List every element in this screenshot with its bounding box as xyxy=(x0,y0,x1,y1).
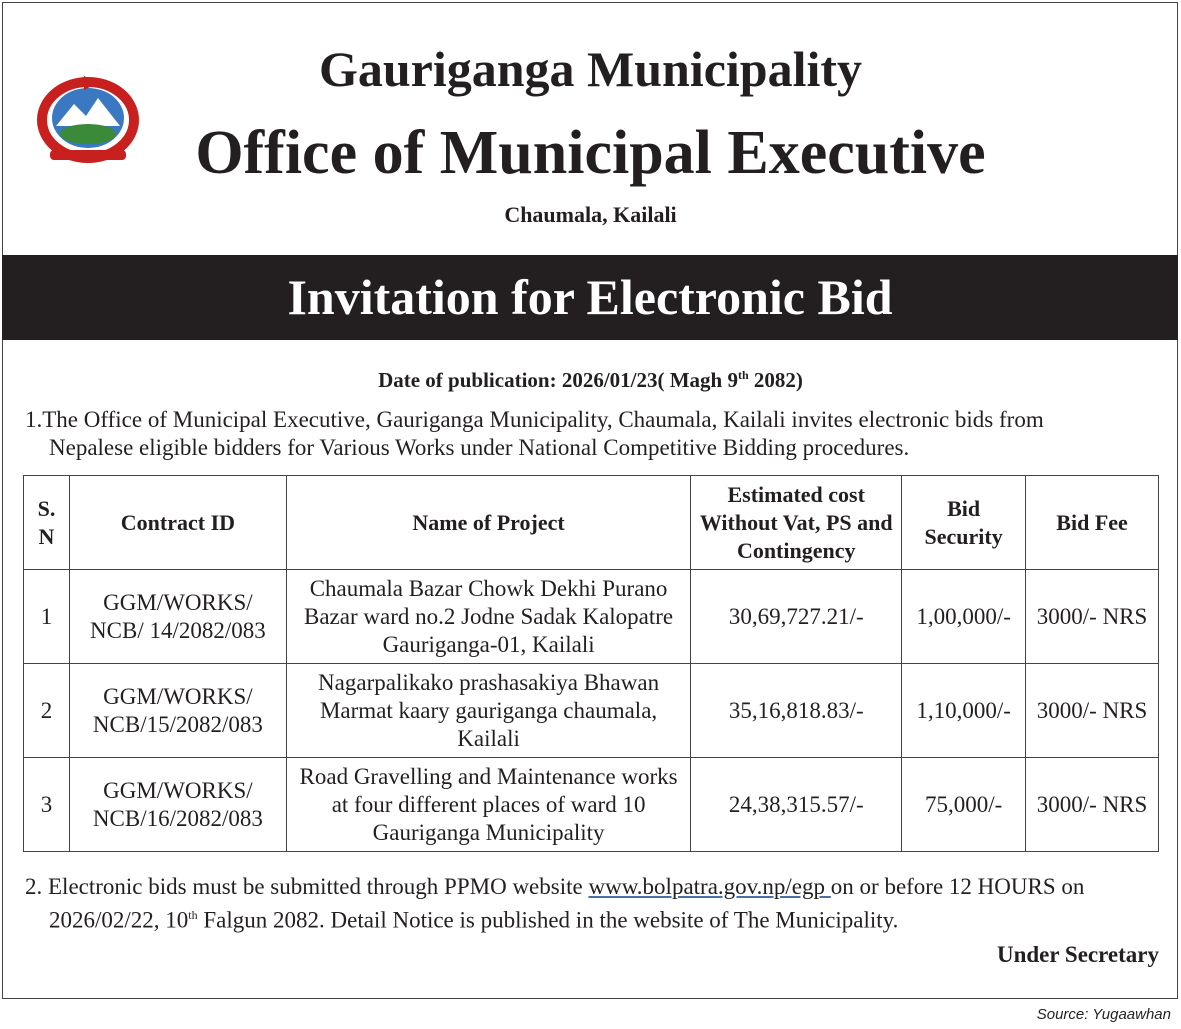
cell-contract-id: GGM/WORKS/ NCB/16/2082/083 xyxy=(69,758,286,852)
publication-date xyxy=(0,368,1181,393)
paragraph-2-text: 2. Electronic bids must be submitted through PPMO website xyxy=(25,874,589,899)
cell-project-name: Chaumala Bazar Chowk Dekhi Purano Bazar ward no.2 Jodne Sadak Kalopatre Gauriganga-01, Kailali xyxy=(286,570,690,664)
paragraph-1 xyxy=(25,406,1161,462)
cell-sn: 2 xyxy=(24,664,70,758)
cell-bid-fee: 3000/- NRS xyxy=(1026,570,1159,664)
header-bid-security: Bid Security xyxy=(902,476,1026,570)
bolpatra-link[interactable]: www.bolpatra.gov.np/egp xyxy=(588,874,831,899)
header-project-name: Name of Project xyxy=(286,476,690,570)
paragraph-2 xyxy=(25,873,1161,935)
header-contract-id: Contract ID xyxy=(69,476,286,570)
table-row xyxy=(24,570,1159,664)
deadline-date: 2026/02/22, 10 xyxy=(49,907,189,933)
office-name: Office of Municipal Executive xyxy=(195,119,986,187)
cell-sn: 1 xyxy=(24,570,70,664)
notice-title-banner: Invitation for Electronic Bid xyxy=(2,255,1178,340)
bid-table xyxy=(23,475,1159,852)
cell-estimated-cost: 24,38,315.57/- xyxy=(691,758,902,852)
paragraph-1-line-2: Nepalese eligible bidders for Various Works under National Competitive Bidding procedures. xyxy=(49,435,910,460)
publication-date-text: Date of publication: 2026/01/23( Magh 9 xyxy=(378,368,738,392)
cell-bid-security: 1,10,000/- xyxy=(902,664,1026,758)
publication-date-tail: 2082) xyxy=(748,368,803,392)
publication-date-sup: th xyxy=(738,368,749,382)
table-row xyxy=(24,664,1159,758)
cell-bid-security: 1,00,000/- xyxy=(902,570,1026,664)
header-bid-fee: Bid Fee xyxy=(1026,476,1159,570)
cell-contract-id: GGM/WORKS/ NCB/ 14/2082/083 xyxy=(69,570,286,664)
cell-bid-fee: 3000/- NRS xyxy=(1026,664,1159,758)
header-sn: S. N xyxy=(24,476,70,570)
signature-title: Under Secretary xyxy=(996,942,1159,967)
deadline-sup: th xyxy=(188,908,198,922)
office-location: Chaumala, Kailali xyxy=(504,202,677,227)
paragraph-2-line-1 xyxy=(25,873,1161,901)
table-row xyxy=(24,758,1159,852)
cell-sn: 3 xyxy=(24,758,70,852)
cell-bid-fee: 3000/- NRS xyxy=(1026,758,1159,852)
paragraph-1-line-1: 1.The Office of Municipal Executive, Gauriganga Municipality, Chaumala, Kailali invites electronic bids from xyxy=(25,407,1044,432)
cell-project-name: Nagarpalikako prashasakiya Bhawan Marmat kaary gauriganga chaumala, Kailali xyxy=(286,664,690,758)
cell-estimated-cost: 35,16,818.83/- xyxy=(691,664,902,758)
cell-contract-id: GGM/WORKS/ NCB/15/2082/083 xyxy=(69,664,286,758)
cell-bid-security: 75,000/- xyxy=(902,758,1026,852)
cell-estimated-cost: 30,69,727.21/- xyxy=(691,570,902,664)
cell-project-name: Road Gravelling and Maintenance works at four different places of ward 10 Gauriganga Municipality xyxy=(286,758,690,852)
paragraph-2-line-2 xyxy=(25,901,1161,935)
table-header-row xyxy=(24,476,1159,570)
municipality-name: Gauriganga Municipality xyxy=(318,41,863,97)
header-estimated-cost: Estimated cost Without Vat, PS and Contingency xyxy=(691,476,902,570)
deadline-tail: Falgun 2082. Detail Notice is published in the website of The Municipality. xyxy=(197,907,899,933)
paragraph-2-text-after-link: on or before 12 HOURS on xyxy=(830,874,1085,899)
source-credit: Source: Yugaawhan xyxy=(1036,1006,1171,1023)
